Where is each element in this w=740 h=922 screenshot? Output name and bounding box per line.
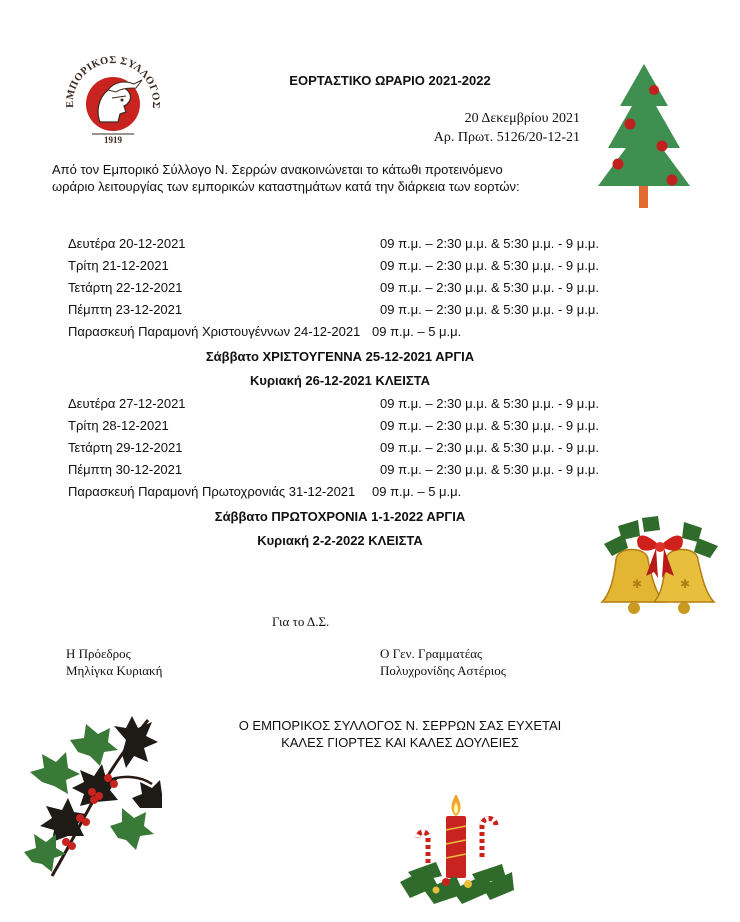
date-block (434, 109, 580, 147)
schedule-row (68, 459, 628, 481)
intro-line-1: Από τον Εμπορικό Σύλλογο Ν. Σερρών ανακοινώνεται το κάτωθι προτεινόμενο (52, 162, 503, 177)
intro-line-2: ωράριο λειτουργίας των εμπορικών καταστημάτων κατά την διάρκεια των εορτών: (52, 179, 520, 194)
schedule-hours: 09 π.μ. – 2:30 μ.μ. & 5:30 μ.μ. - 9 μ.μ. (380, 418, 599, 433)
schedule-row (68, 393, 628, 415)
schedule-row (68, 321, 628, 343)
closed-sunday-1: Κυριακή 26-12-2021 ΚΛΕΙΣΤΑ (249, 373, 431, 388)
schedule-day: Τετάρτη 22-12-2021 (68, 280, 183, 295)
schedule-row (68, 415, 628, 437)
secretary-signature (380, 645, 506, 679)
christmas-candle-icon (398, 790, 516, 908)
closed-sunday-2: Κυριακή 2-2-2022 ΚΛΕΙΣΤΑ (257, 533, 423, 548)
schedule-day: Πέμπτη 23-12-2021 (68, 302, 183, 317)
schedule-hours: 09 π.μ. – 2:30 μ.μ. & 5:30 μ.μ. - 9 μ.μ. (380, 236, 599, 251)
schedule-hours: 09 π.μ. – 5 μ.μ. (372, 484, 462, 499)
christmas-bells-icon (598, 516, 722, 634)
schedule-row (68, 437, 628, 459)
holiday-greeting (170, 717, 630, 751)
schedule-hours: 09 π.μ. – 2:30 μ.μ. & 5:30 μ.μ. - 9 μ.μ. (380, 302, 599, 317)
schedule-day: Δευτέρα 27-12-2021 (68, 396, 186, 411)
svg-text:✱: ✱ (680, 577, 691, 591)
schedule-hours: 09 π.μ. – 2:30 μ.μ. & 5:30 μ.μ. - 9 μ.μ. (380, 462, 599, 477)
schedule-day: Πέμπτη 30-12-2021 (68, 462, 183, 477)
president-name: Μηλίγκα Κυριακή (66, 663, 163, 678)
president-signature (66, 645, 162, 679)
schedule-row (68, 299, 628, 321)
schedule-row (68, 233, 628, 255)
secretary-name: Πολυχρονίδης Αστέριος (380, 663, 506, 678)
schedule-day: Δευτέρα 20-12-2021 (68, 236, 186, 251)
greeting-line-1: Ο ΕΜΠΟΡΙΚΟΣ ΣΥΛΛΟΓΟΣ Ν. ΣΕΡΡΩΝ ΣΑΣ ΕΥΧΕΤΑΙ (238, 718, 562, 733)
logo-ring-text: ΕΜΠΟΡΙΚΟΣ ΣΥΛΛΟΓΟΣ (64, 55, 162, 110)
christmas-tree-icon (596, 62, 692, 212)
schedule-row (68, 255, 628, 277)
svg-text:✱: ✱ (632, 577, 643, 591)
document-date: 20 Δεκεμβρίου 2021 (464, 111, 580, 126)
association-logo (52, 50, 174, 145)
greeting-line-2: ΚΑΛΕΣ ΓΙΟΡΤΕΣ ΚΑΙ ΚΑΛΕΣ ΔΟΥΛΕΙΕΣ (281, 735, 519, 750)
holiday-new-year: Σάββατο ΠΡΩΤΟΧΡΟΝΙΑ 1-1-2022 ΑΡΓΙΑ (214, 509, 466, 524)
schedule-row (68, 481, 628, 503)
schedule-day: Τρίτη 21-12-2021 (68, 258, 169, 273)
schedule-day: Παρασκευή Παραμονή Πρωτοχρονιάς 31-12-2021 (68, 484, 356, 499)
intro-paragraph (52, 161, 520, 195)
schedule-hours: 09 π.μ. – 2:30 μ.μ. & 5:30 μ.μ. - 9 μ.μ. (380, 440, 599, 455)
document-title: ΕΟΡΤΑΣΤΙΚΟ ΩΡΑΡΙΟ 2021-2022 (289, 73, 491, 88)
secretary-role: Ο Γεν. Γραμματέας (380, 646, 483, 661)
schedule-hours: 09 π.μ. – 2:30 μ.μ. & 5:30 μ.μ. - 9 μ.μ. (380, 258, 599, 273)
schedule-hours: 09 π.μ. – 2:30 μ.μ. & 5:30 μ.μ. - 9 μ.μ. (380, 396, 599, 411)
schedule-day: Τρίτη 28-12-2021 (68, 418, 169, 433)
schedule-hours: 09 π.μ. – 5 μ.μ. (372, 324, 462, 339)
schedule-hours: 09 π.μ. – 2:30 μ.μ. & 5:30 μ.μ. - 9 μ.μ. (380, 280, 599, 295)
protocol-number: Αρ. Πρωτ. 5126/20-12-21 (433, 130, 580, 145)
holiday-christmas: Σάββατο ΧΡΙΣΤΟΥΓΕΝΝΑ 25-12-2021 ΑΡΓΙΑ (205, 349, 475, 364)
hermes-emblem (52, 50, 174, 145)
schedule-day: Τετάρτη 29-12-2021 (68, 440, 183, 455)
board-signoff: Για το Δ.Σ. (272, 614, 330, 629)
schedule-row (68, 277, 628, 299)
schedule-day: Παρασκευή Παραμονή Χριστουγέννων 24-12-2021 (68, 324, 361, 339)
president-role: Η Πρόεδρος (66, 646, 131, 661)
logo-year: 1919 (104, 135, 122, 145)
holly-branch-icon (22, 712, 164, 882)
